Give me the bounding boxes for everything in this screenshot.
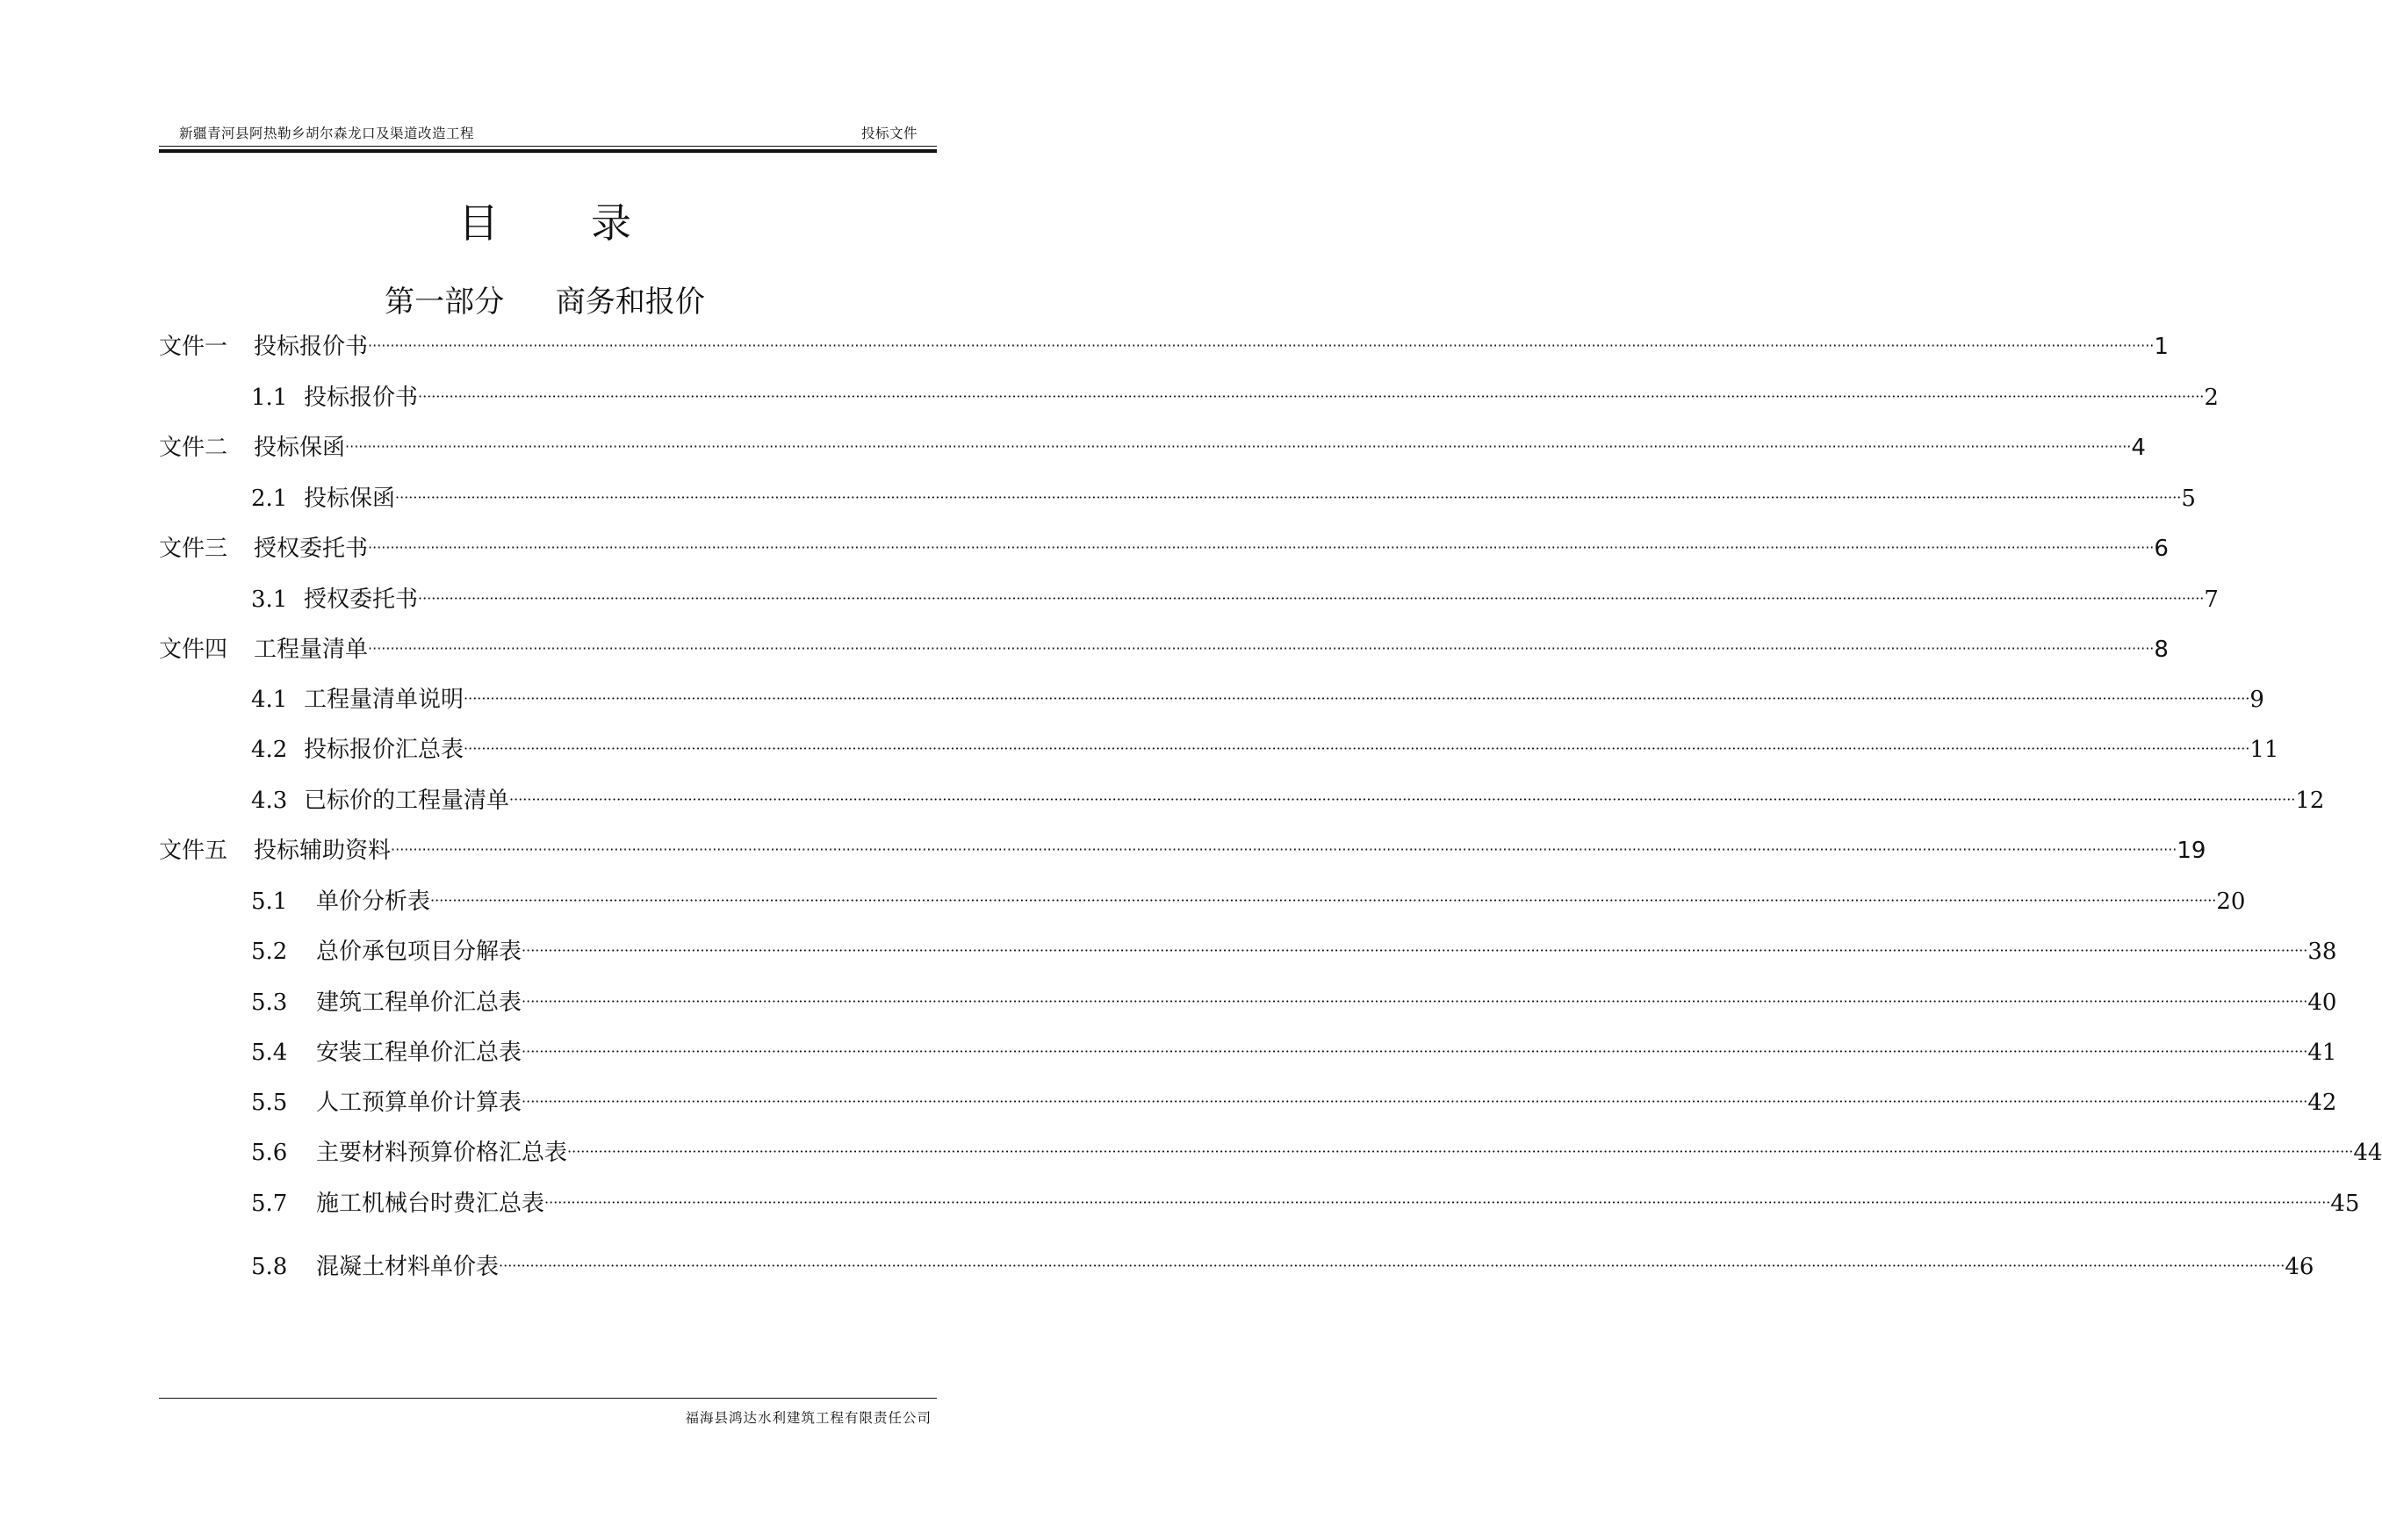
toc-entry-title: 施工机械台时费汇总表 (316, 1191, 545, 1217)
toc-dot-leader: ················································································································································································································································································································································································································ (391, 841, 2177, 858)
toc-entry-number: 4.3 (251, 788, 288, 814)
header-project-name: 新疆青河县阿热勒乡胡尔森龙口及渠道改造工程 (179, 126, 475, 141)
toc-entry-title: 工程量清单说明 (304, 687, 464, 713)
toc-entry-title: 投标报价汇总表 (304, 737, 464, 763)
toc-subsection-entry (251, 786, 2325, 816)
toc-entry-number: 5.3 (251, 989, 288, 1016)
toc-page-number: 5 (2181, 486, 2196, 512)
toc-dot-leader: ················································································································································································································································································································································································································ (522, 1093, 2308, 1110)
toc-entry-title: 混凝土材料单价表 (316, 1254, 500, 1280)
toc-dot-leader: ················································································································································································································································································································································································································ (368, 337, 2155, 354)
part-heading: 第一部分 商务和报价 (385, 284, 705, 320)
toc-entry-title: 投标报价书 (304, 385, 419, 411)
toc-page-number: 11 (2249, 737, 2279, 763)
toc-section-entry (159, 433, 2146, 463)
toc-dot-leader: ················································································································································································································································································································································································································ (522, 942, 2308, 959)
toc-entry-title: 授权委托书 (254, 536, 369, 562)
toc-entry-title: 投标保函 (254, 435, 346, 461)
toc-section-entry (159, 332, 2169, 362)
toc-dot-leader: ················································································································································································································································································································································································································ (567, 1143, 2354, 1160)
toc-subsection-entry (251, 383, 2219, 413)
toc-page-number: 38 (2307, 939, 2337, 965)
toc-entry-title: 单价分析表 (316, 889, 431, 915)
toc-page-number: 12 (2295, 788, 2325, 814)
footer-company: 福海县鸿达水利建筑工程有限责任公司 (685, 1410, 932, 1426)
toc-entry-number: 3.1 (251, 586, 288, 613)
toc-section-entry (159, 635, 2169, 665)
toc-page-number: 4 (2131, 435, 2146, 461)
toc-section-entry (159, 836, 2206, 866)
toc-entry-title: 投标报价书 (254, 334, 369, 360)
toc-dot-leader: ················································································································································································································································································································································································································ (522, 1043, 2308, 1060)
page-title: 目录 (458, 199, 723, 247)
toc-page-number: 45 (2330, 1191, 2360, 1217)
toc-page-number: 7 (2204, 586, 2219, 613)
toc-entry-number: 5.8 (251, 1254, 288, 1280)
toc-section-entry (159, 534, 2169, 564)
footer-rule (159, 1398, 937, 1399)
toc-entry-number: 5.4 (251, 1040, 288, 1066)
toc-page-number: 1 (2154, 334, 2169, 360)
toc-subsection-entry (251, 685, 2264, 715)
toc-page-number: 42 (2307, 1090, 2337, 1116)
toc-dot-leader: ················································································································································································································································································································································································································ (464, 690, 2250, 707)
toc-dot-leader: ················································································································································································································································································································································································································ (418, 388, 2205, 405)
toc-page-number: 40 (2307, 989, 2337, 1016)
toc-dot-leader: ················································································································································································································································································································································································································ (395, 489, 2182, 506)
toc-entry-number: 5.1 (251, 889, 288, 915)
toc-entry-number: 文件四 (159, 637, 228, 663)
toc-dot-leader: ················································································································································································································································································································································································································ (430, 892, 2217, 909)
toc-page-number: 19 (2177, 838, 2206, 864)
toc-subsection-entry (251, 937, 2337, 967)
toc-dot-leader: ················································································································································································································································································································································································································ (509, 791, 2296, 808)
toc-subsection-entry (251, 1189, 2360, 1219)
toc-subsection-entry (251, 585, 2219, 615)
toc-dot-leader: ················································································································································································································································································································································································································ (368, 539, 2155, 556)
toc-dot-leader: ················································································································································································································································································································································································································ (418, 590, 2205, 607)
toc-page-number: 6 (2154, 536, 2169, 562)
toc-entry-number: 5.2 (251, 939, 288, 965)
toc-subsection-entry (251, 988, 2337, 1018)
toc-entry-title: 安装工程单价汇总表 (316, 1040, 522, 1066)
toc-page-number: 9 (2249, 687, 2264, 713)
toc-entry-number: 5.5 (251, 1090, 288, 1116)
toc-entry-title: 授权委托书 (304, 586, 419, 613)
toc-subsection-entry (251, 1088, 2337, 1118)
toc-subsection-entry (251, 1252, 2314, 1282)
toc-subsection-entry (251, 1038, 2337, 1068)
toc-entry-number: 1.1 (251, 385, 288, 411)
toc-entry-title: 人工预算单价计算表 (316, 1090, 522, 1116)
toc-dot-leader: ················································································································································································································································································································································································································ (544, 1194, 2331, 1211)
toc-dot-leader: ················································································································································································································································································································································································································ (464, 740, 2250, 757)
toc-dot-leader: ················································································································································································································································································································································································································ (522, 993, 2308, 1010)
toc-entry-number: 4.2 (251, 737, 288, 763)
toc-page-number: 41 (2307, 1040, 2337, 1066)
toc-entry-number: 文件一 (159, 334, 228, 360)
toc-entry-title: 总价承包项目分解表 (316, 939, 522, 965)
toc-dot-leader: ················································································································································································································································································································································································································ (499, 1257, 2285, 1274)
toc-entry-number: 2.1 (251, 486, 288, 512)
toc-page-number: 44 (2353, 1140, 2382, 1166)
header-doc-type: 投标文件 (860, 126, 918, 141)
toc-entry-number: 5.6 (251, 1140, 288, 1166)
toc-entry-title: 投标辅助资料 (254, 838, 392, 864)
toc-subsection-entry (251, 484, 2196, 514)
toc-entry-title: 主要材料预算价格汇总表 (316, 1140, 568, 1166)
toc-entry-title: 工程量清单 (254, 637, 369, 663)
toc-entry-number: 文件五 (159, 838, 228, 864)
toc-entry-title: 已标价的工程量清单 (304, 788, 510, 814)
toc-page-number: 8 (2154, 637, 2169, 663)
toc-entry-number: 5.7 (251, 1191, 288, 1217)
toc-subsection-entry (251, 735, 2279, 765)
toc-page-number: 2 (2204, 385, 2219, 411)
toc-page-number: 20 (2216, 889, 2246, 915)
toc-entry-number: 文件三 (159, 536, 228, 562)
toc-entry-title: 投标保函 (304, 486, 396, 512)
toc-dot-leader: ················································································································································································································································································································································································································ (345, 438, 2132, 455)
toc-entry-title: 建筑工程单价汇总表 (316, 989, 522, 1016)
toc-entry-number: 4.1 (251, 687, 288, 713)
toc-subsection-entry (251, 887, 2246, 917)
toc-dot-leader: ················································································································································································································································································································································································································ (368, 640, 2155, 657)
toc-subsection-entry (251, 1138, 2382, 1168)
toc-page-number: 46 (2285, 1254, 2314, 1280)
toc-entry-number: 文件二 (159, 435, 228, 461)
